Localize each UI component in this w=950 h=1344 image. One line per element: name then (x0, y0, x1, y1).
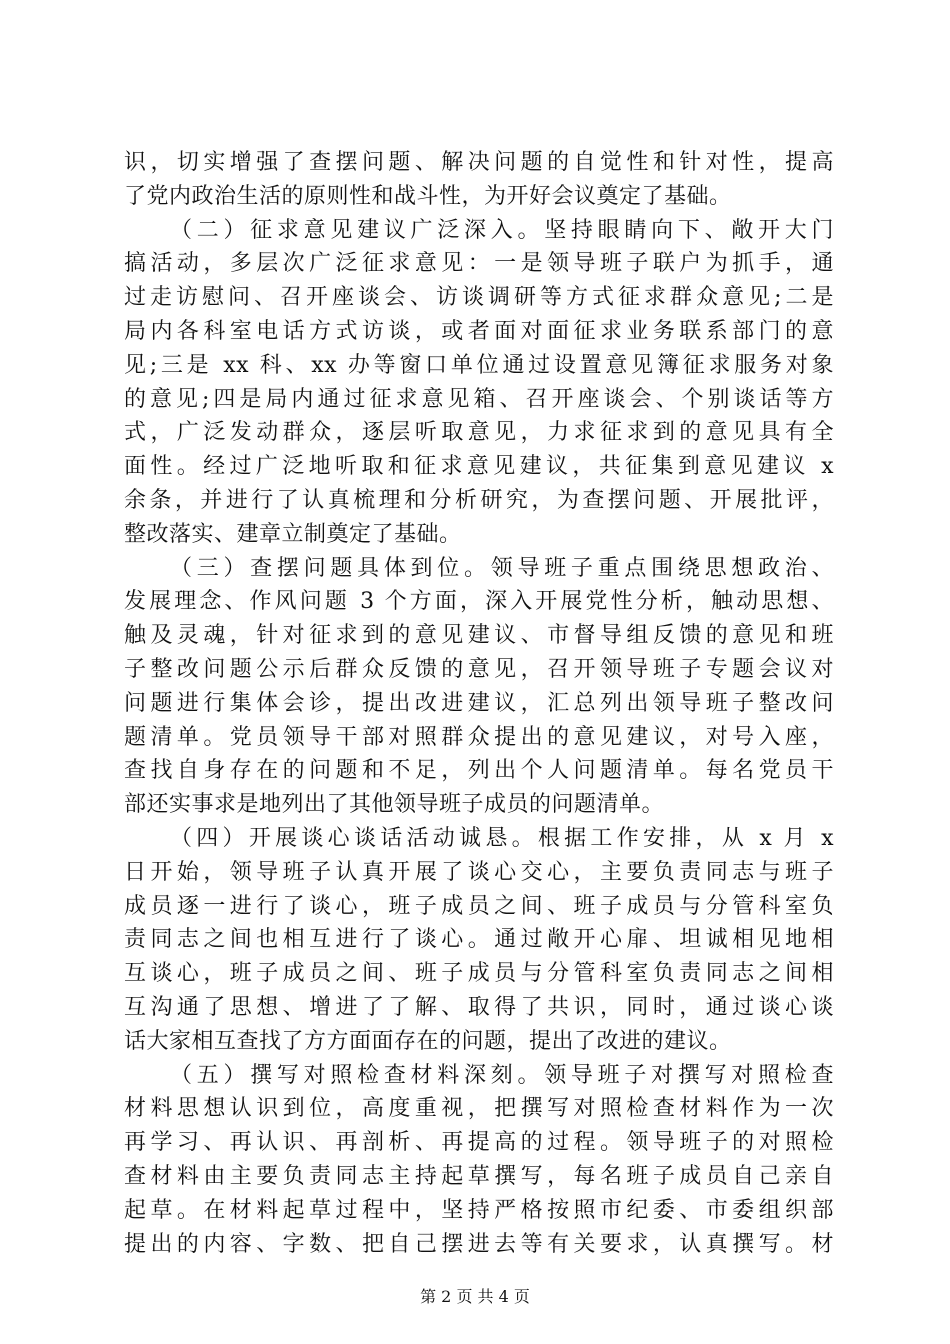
text-line: 再学习、再认识、再剖析、再提高的过程。领导班子的对照检 (124, 1130, 834, 1156)
text-line: 责同志之间也相互进行了谈心。通过敞开心扉、坦诚相见地相 (124, 927, 834, 953)
text-line: 局内各科室电话方式访谈，或者面对面征求业务联系部门的意 (124, 318, 834, 344)
text-line: 成员逐一进行了谈心，班子成员之间、班子成员与分管科室负 (124, 893, 834, 919)
text-line: 搞活动，多层次广泛征求意见：一是领导班子联户为抓手，通 (124, 251, 834, 277)
text-line: 整改落实、建章立制奠定了基础。 (124, 521, 462, 547)
page-footer: 第 2 页 共 4 页 (420, 1287, 530, 1306)
text-line: 起草。在材料起草过程中，坚持严格按照市纪委、市委组织部 (124, 1197, 834, 1223)
text-line: 子整改问题公示后群众反馈的意见，召开领导班子专题会议对 (124, 656, 834, 682)
paragraph-first-line: （二）征求意见建议广泛深入。坚持眼睛向下、敞开大门 (170, 217, 834, 243)
text-line: 识，切实增强了查摆问题、解决问题的自觉性和针对性，提高 (124, 150, 834, 175)
text-line: 提出的内容、字数、把自己摆进去等有关要求，认真撰写。材 (124, 1231, 834, 1257)
text-line: 话大家相互查找了方方面面存在的问题，提出了改进的建议。 (124, 1028, 732, 1054)
paragraph-first-line: （三）查摆问题具体到位。领导班子重点围绕思想政治、 (170, 555, 834, 581)
paragraph-first-line: （五）撰写对照检查材料深刻。领导班子对撰写对照检查 (170, 1062, 834, 1088)
text-line: 问题进行集体会诊，提出改进建议，汇总列出领导班子整改问 (124, 690, 834, 716)
text-line: 日开始，领导班子认真开展了谈心交心，主要负责同志与班子 (124, 859, 834, 885)
text-line: 余条，并进行了认真梳理和分析研究，为查摆问题、开展批评， (124, 487, 834, 513)
paragraph-first-line: （四）开展谈心谈话活动诚恳。根据工作安排，从 x 月 x (170, 825, 834, 851)
text-line: 部还实事求是地列出了其他领导班子成员的问题清单。 (124, 792, 665, 818)
text-line: 触及灵魂，针对征求到的意见建议、市督导组反馈的意见和班 (124, 623, 834, 649)
document-body (124, 146, 834, 1261)
text-line: 互谈心，班子成员之间、班子成员与分管科室负责同志之间相 (124, 961, 834, 987)
text-line: 发展理念、作风问题 3 个方面，深入开展党性分析，触动思想、 (124, 589, 834, 615)
text-line: 查材料由主要负责同志主持起草撰写，每名班子成员自己亲自 (124, 1163, 834, 1189)
text-line: 的意见;四是局内通过征求意见箱、召开座谈会、个别谈话等方 (124, 386, 834, 412)
text-line: 题清单。党员领导干部对照群众提出的意见建议，对号入座， (124, 724, 834, 750)
text-line: 见;三是 xx 科、xx 办等窗口单位通过设置意见簿征求服务对象 (124, 352, 834, 378)
text-line: 互沟通了思想、增进了了解、取得了共识，同时，通过谈心谈 (124, 994, 834, 1020)
text-line: 查找自身存在的问题和不足，列出个人问题清单。每名党员干 (124, 758, 834, 784)
text-line: 过走访慰问、召开座谈会、访谈调研等方式征求群众意见;二是 (124, 285, 834, 311)
text-line: 式，广泛发动群众，逐层听取意见，力求征求到的意见具有全 (124, 420, 834, 446)
text-line: 了党内政治生活的原则性和战斗性，为开好会议奠定了基础。 (124, 183, 732, 209)
text-line: 材料思想认识到位，高度重视，把撰写对照检查材料作为一次 (124, 1096, 834, 1122)
text-line: 面性。经过广泛地听取和征求意见建议，共征集到意见建议 x (124, 454, 834, 480)
